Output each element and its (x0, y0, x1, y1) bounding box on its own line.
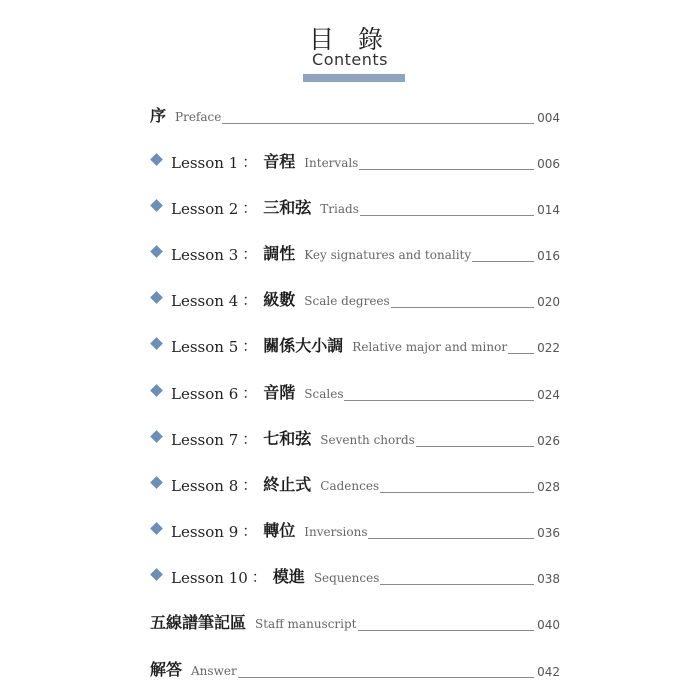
dotted-leader (380, 584, 534, 585)
toc-entry-title-zh: 級數 (263, 290, 296, 309)
diamond-bullet-icon (150, 430, 163, 443)
toc-lesson-number: Lesson 1 (171, 154, 239, 172)
toc-page-number: 042 (537, 665, 560, 679)
toc-lesson-number: Lesson 6 (171, 385, 239, 403)
toc-page-number: 006 (537, 157, 560, 171)
toc-entry-title-en: Seventh chords (320, 433, 415, 447)
toc-page-number: 004 (537, 111, 560, 125)
toc-entry-title-zh: 序 (150, 106, 167, 125)
diamond-bullet-icon (150, 291, 163, 304)
toc-page-number: 028 (537, 480, 560, 494)
toc-colon: ： (242, 199, 258, 217)
toc-entry-title-en: Cadences (320, 479, 380, 493)
dotted-leader (508, 353, 534, 354)
toc-entry-staff-manuscript[interactable] (150, 603, 560, 633)
toc-entry-title-en: Relative major and minor (352, 340, 508, 354)
diamond-bullet-icon (150, 522, 163, 535)
diamond-bullet-icon (150, 476, 163, 489)
toc-page-number: 038 (537, 572, 560, 586)
toc-page-number: 020 (537, 295, 560, 309)
dotted-leader (344, 400, 534, 401)
toc-entry-title-zh: 五線譜筆記區 (150, 613, 247, 632)
toc-colon: ： (251, 568, 267, 586)
toc-lesson-number: Lesson 7 (171, 431, 239, 449)
toc-entry-title-en: Scales (304, 387, 344, 401)
toc-entry-lesson-4[interactable] (150, 280, 560, 310)
toc-colon: ： (242, 153, 258, 171)
dotted-leader (358, 630, 535, 631)
toc-entry-title-zh: 七和弦 (263, 429, 312, 448)
dotted-leader (238, 677, 534, 678)
toc-lesson-number: Lesson 8 (171, 477, 239, 495)
toc-colon: ： (242, 476, 258, 494)
toc-colon: ： (242, 522, 258, 540)
dotted-leader (380, 492, 534, 493)
diamond-bullet-icon (150, 384, 163, 397)
toc-entry-lesson-7[interactable] (150, 419, 560, 449)
toc-entry-title-en: Key signatures and tonality (304, 248, 472, 262)
toc-lesson-number: Lesson 4 (171, 292, 239, 310)
toc-entry-title-zh: 音程 (263, 152, 296, 171)
diamond-bullet-icon (150, 153, 163, 166)
toc-entry-title-zh: 關係大小調 (263, 336, 344, 355)
toc-entry-lesson-9[interactable] (150, 511, 560, 541)
toc-entry-preface[interactable] (150, 96, 560, 126)
toc-page-number: 022 (537, 341, 560, 355)
toc-entry-lesson-5[interactable] (150, 326, 560, 356)
toc-colon: ： (242, 430, 258, 448)
toc-entry-title-en: Sequences (313, 571, 380, 585)
toc-lesson-number: Lesson 3 (171, 246, 239, 264)
page-title-en: Contents (312, 50, 388, 69)
toc-entry-lesson-10[interactable] (150, 557, 560, 587)
toc-entry-title-zh: 調性 (263, 244, 296, 263)
dotted-leader (359, 169, 534, 170)
diamond-bullet-icon (150, 245, 163, 258)
dotted-leader (360, 215, 534, 216)
toc-colon: ： (242, 337, 258, 355)
toc-colon: ： (242, 384, 258, 402)
diamond-bullet-icon (150, 568, 163, 581)
toc-entry-title-en: Answer (191, 664, 237, 678)
diamond-bullet-icon (150, 199, 163, 212)
toc-entry-title-en: Intervals (304, 156, 359, 170)
toc-entry-title-zh: 模進 (272, 567, 305, 586)
toc-page-number: 040 (537, 618, 560, 632)
toc-lesson-number: Lesson 9 (171, 523, 239, 541)
dotted-leader (368, 538, 534, 539)
toc-page-number: 036 (537, 526, 560, 540)
toc-entry-title-en: Triads (320, 202, 359, 216)
toc-colon: ： (242, 245, 258, 263)
toc-entry-title-zh: 轉位 (263, 521, 296, 540)
toc-lesson-number: Lesson 2 (171, 200, 239, 218)
toc-entry-title-zh: 解答 (150, 660, 183, 679)
toc-page-number: 016 (537, 249, 560, 263)
toc-entry-title-en: Staff manuscript (255, 617, 357, 631)
toc-entry-answer[interactable] (150, 650, 560, 680)
diamond-bullet-icon (150, 337, 163, 350)
toc-page-number: 026 (537, 434, 560, 448)
page-title-zh: 目 錄 (309, 25, 391, 54)
toc-entry-lesson-6[interactable] (150, 373, 560, 403)
toc-entry-lesson-8[interactable] (150, 465, 560, 495)
toc-lesson-number: Lesson 10 (171, 569, 248, 587)
toc-page-number: 024 (537, 388, 560, 402)
dotted-leader (391, 307, 534, 308)
title-underline-bar (303, 74, 405, 82)
dotted-leader (416, 446, 534, 447)
toc-entry-lesson-2[interactable] (150, 188, 560, 218)
toc-entry-title-en: Scale degrees (304, 294, 390, 308)
dotted-leader (472, 261, 534, 262)
toc-page-number: 014 (537, 203, 560, 217)
toc-colon: ： (242, 291, 258, 309)
toc-entry-title-zh: 終止式 (263, 475, 312, 494)
toc-entry-title-en: Inversions (304, 525, 368, 539)
toc-entry-title-zh: 音階 (263, 383, 296, 402)
dotted-leader (222, 123, 534, 124)
toc-entry-lesson-1[interactable] (150, 142, 560, 172)
toc-entry-title-zh: 三和弦 (263, 198, 312, 217)
toc-entry-lesson-3[interactable] (150, 234, 560, 264)
toc-lesson-number: Lesson 5 (171, 338, 239, 356)
toc-entry-title-en: Preface (175, 110, 222, 124)
